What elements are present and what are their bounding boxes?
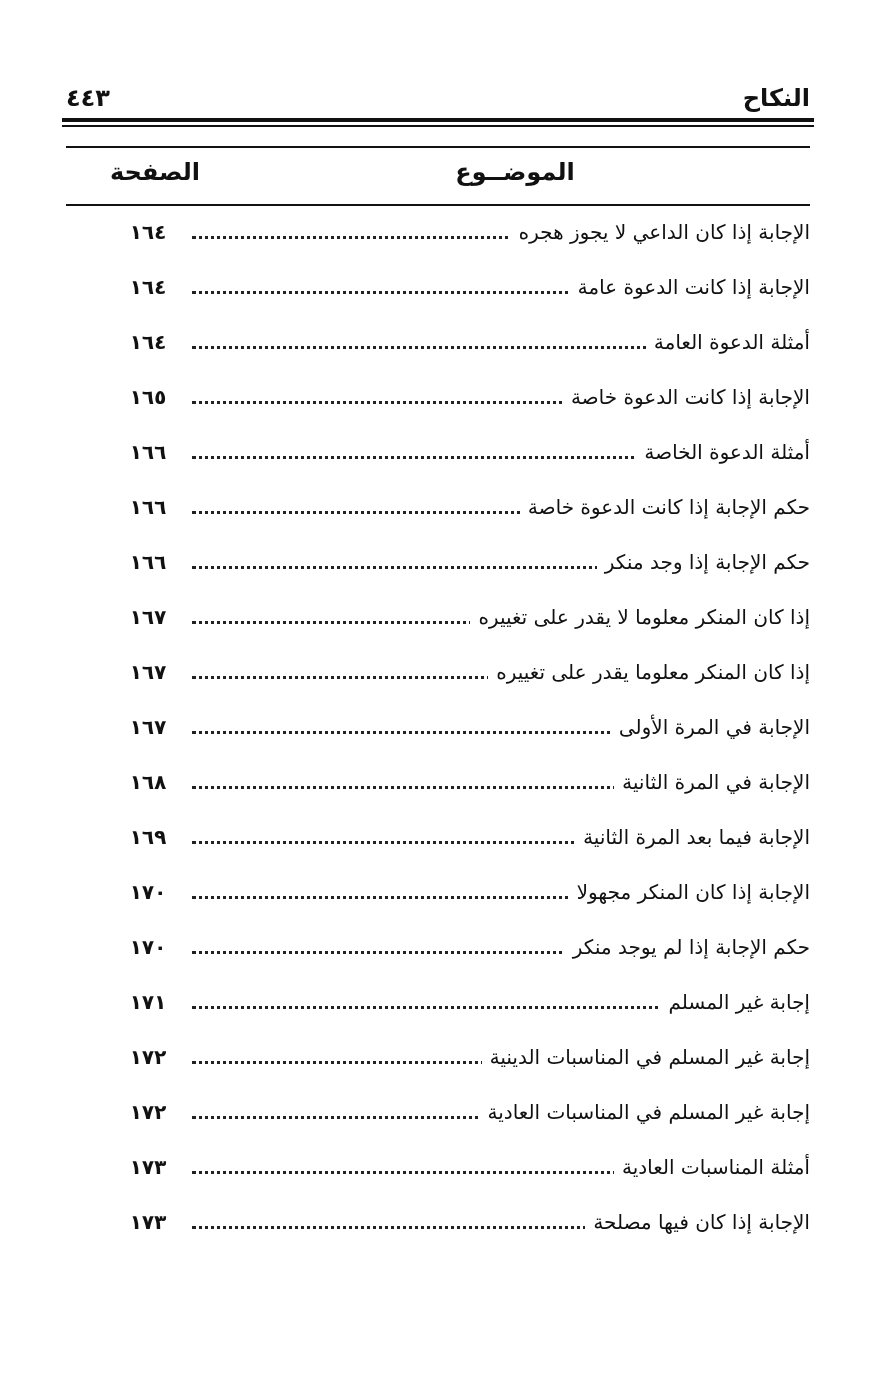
toc-entry-page: ١٦٨ (129, 770, 167, 794)
toc-entry-title: حكم الإجابة إذا لم يوجد منكر (565, 935, 810, 959)
page-number: ٤٤٣ (66, 84, 110, 112)
toc-entry (110, 709, 810, 749)
toc-entry-page: ١٧١ (129, 990, 167, 1014)
toc-entry (110, 379, 810, 419)
toc-entry-title: إجابة غير المسلم في المناسبات العادية (480, 1100, 810, 1124)
toc-entry (110, 214, 810, 254)
running-title: النكاح (742, 84, 810, 112)
toc-entry (110, 929, 810, 969)
toc-entry-title: إذا كان المنكر معلوما لا يقدر على تغييره (470, 605, 810, 629)
toc-entry-title: الإجابة إذا كان فيها مصلحة (585, 1210, 810, 1234)
toc-entry-title: إجابة غير المسلم (660, 990, 810, 1014)
toc-entry-page: ١٧٢ (129, 1100, 167, 1124)
toc-entry (110, 489, 810, 529)
toc-entry-title: إجابة غير المسلم في المناسبات الدينية (482, 1045, 810, 1069)
toc-entry-page: ١٧٢ (129, 1045, 167, 1069)
toc-entry-page: ١٧٣ (129, 1155, 167, 1179)
toc-entry (110, 1039, 810, 1079)
column-header-topic: الموضــوع (455, 158, 575, 186)
toc-entry (110, 1204, 810, 1244)
toc-entry-title: الإجابة فيما بعد المرة الثانية (575, 825, 810, 849)
toc-entry (110, 819, 810, 859)
toc-entry-title: أمثلة المناسبات العادية (614, 1155, 810, 1179)
toc-entry-title: حكم الإجابة إذا كانت الدعوة خاصة (520, 495, 810, 519)
toc-entry-page: ١٦٦ (129, 440, 167, 464)
toc-entry-page: ١٧٠ (129, 880, 167, 904)
toc-entry-page: ١٦٦ (129, 550, 167, 574)
toc-entry-title: الإجابة في المرة الأولى (611, 715, 810, 739)
toc-entry (110, 599, 810, 639)
toc-entry-page: ١٧٠ (129, 935, 167, 959)
toc-entry-page: ١٦٤ (129, 220, 167, 244)
toc-entry-page: ١٦٤ (129, 275, 167, 299)
toc-entry-page: ١٦٧ (129, 605, 167, 629)
toc-entry (110, 1094, 810, 1134)
toc-entry (110, 764, 810, 804)
column-header-page: الصفحة (109, 158, 200, 186)
toc-entry-page: ١٦٧ (129, 715, 167, 739)
toc-entry (110, 874, 810, 914)
toc-entry-page: ١٦٦ (129, 495, 167, 519)
toc-entry (110, 984, 810, 1024)
toc-entry (110, 324, 810, 364)
toc-entry-title: الإجابة إذا كان المنكر مجهولا (569, 880, 810, 904)
toc-entry (110, 544, 810, 584)
toc-entry-page: ١٦٤ (129, 330, 167, 354)
toc-entry-title: الإجابة إذا كان الداعي لا يجوز هجره (511, 220, 810, 244)
toc-entry-title: الإجابة إذا كانت الدعوة خاصة (563, 385, 810, 409)
toc-entry (110, 269, 810, 309)
toc-entry (110, 1149, 810, 1189)
toc-entry-title: الإجابة في المرة الثانية (614, 770, 810, 794)
toc-entry (110, 654, 810, 694)
toc-entry-page: ١٦٥ (129, 385, 167, 409)
toc-entry-title: إذا كان المنكر معلوما يقدر على تغييره (488, 660, 810, 684)
toc-entry-title: الإجابة إذا كانت الدعوة عامة (570, 275, 810, 299)
toc-entry-page: ١٧٣ (129, 1210, 167, 1234)
toc-entry-title: حكم الإجابة إذا وجد منكر (597, 550, 810, 574)
toc-entry-title: أمثلة الدعوة العامة (646, 330, 810, 354)
toc-entry-page: ١٦٧ (129, 660, 167, 684)
toc-entry (110, 434, 810, 474)
toc-entry-title: أمثلة الدعوة الخاصة (636, 440, 810, 464)
toc-entry-page: ١٦٩ (129, 825, 167, 849)
